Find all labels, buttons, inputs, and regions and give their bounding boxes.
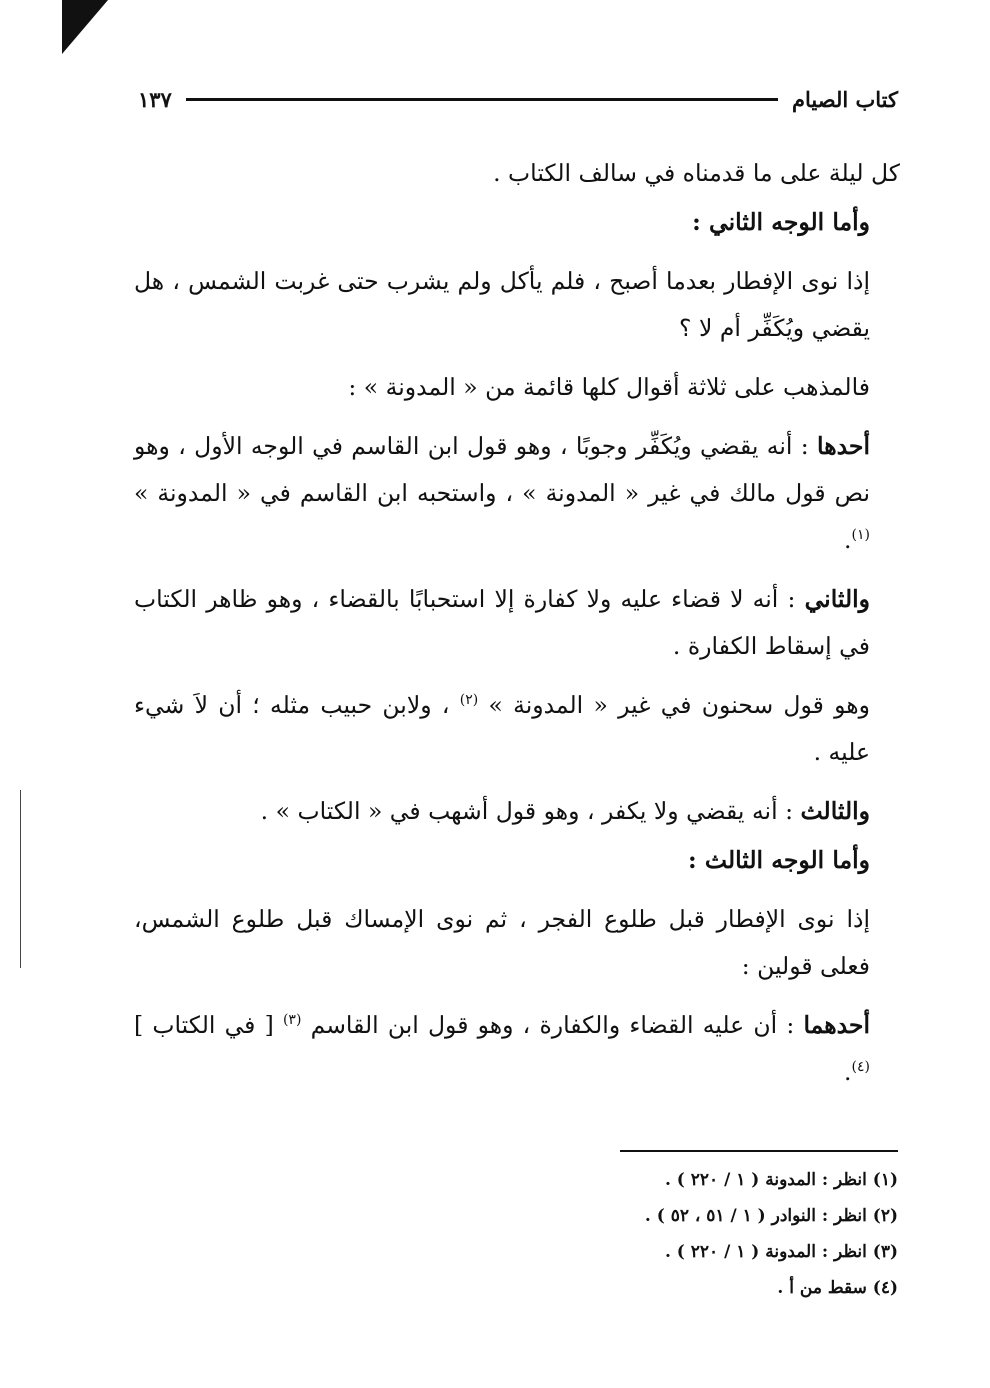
section-heading: وأما الوجه الثاني : [692, 208, 870, 236]
paragraph: فالمذهب على ثلاثة أقوال كلها قائمة من « المدونة » : [348, 373, 870, 401]
body-text [134, 150, 900, 1108]
footnote-ref: (٣) [282, 1012, 302, 1029]
paragraph-lead: والثالث [800, 797, 870, 825]
paragraph: كل ليلة على ما قدمناه في سالف الكتاب . [493, 159, 900, 187]
footnote: (٣) انظر : المدونة ( ١ / ٢٢٠ ) . [664, 1242, 898, 1262]
footnote: (٢) انظر : النوادر ( ١ / ٥١ ، ٥٢ ) . [644, 1206, 898, 1226]
section-heading: وأما الوجه الثالث : [688, 846, 870, 874]
footnote-ref: (١) [851, 527, 870, 544]
paragraph: أحدها : أنه يقضي ويُكَفِّر وجوبًا ، وهو قول ابن القاسم في الوجه الأول ، وهو نص قول مالك في غير « المدونة » ، واستحبه ابن القاسم في « المدونة » $^{(١)}$. [134, 432, 870, 554]
page-number: ١٣٧ [138, 86, 172, 112]
footnote: (١) انظر : المدونة ( ١ / ٢٢٠ ) . [664, 1170, 898, 1190]
running-header [138, 76, 898, 122]
paragraph: والثالث : أنه يقضي ولا يكفر ، وهو قول أشهب في « الكتاب » . [260, 797, 870, 825]
footnote: (٤) سقط من أ . [777, 1278, 898, 1298]
scan-margin-line [20, 790, 21, 968]
footnote-rule [620, 1150, 898, 1152]
paragraph: إذا نوى الإفطار بعدما أصبح ، فلم يأكل ولم يشرب حتى غربت الشمس ، هل يقضي ويُكَفِّر أم لا ؟ [134, 267, 870, 342]
paragraph-lead: أحدهما [803, 1011, 870, 1039]
chapter-title: كتاب الصيام [792, 86, 898, 112]
paragraph: إذا نوى الإفطار قبل طلوع الفجر ، ثم نوى الإمساك قبل طلوع الشمس، فعلى قولين : [134, 905, 870, 980]
paragraph: أحدهما : أن عليه القضاء والكفارة ، وهو قول ابن القاسم $^{(٣)}$ [ في الكتاب ] $^{(٤)}$. [134, 1011, 870, 1086]
header-rule [186, 98, 778, 101]
footnotes [134, 1162, 898, 1306]
footnote-ref: (٢) [459, 692, 479, 709]
page-corner-mark [62, 0, 108, 54]
paragraph-lead: والثاني [804, 585, 870, 613]
paragraph: والثاني : أنه لا قضاء عليه ولا كفارة إلا استحبابًا بالقضاء ، وهو ظاهر الكتاب في إسقاط الكفارة . [134, 585, 870, 660]
footnote-ref: (٤) [851, 1059, 870, 1076]
paragraph: وهو قول سحنون في غير « المدونة » $^{(٢)}$ ، ولابن حبيب مثله ؛ أن لاَ شيء عليه . [134, 691, 870, 766]
paragraph-lead: أحدها [817, 432, 870, 460]
